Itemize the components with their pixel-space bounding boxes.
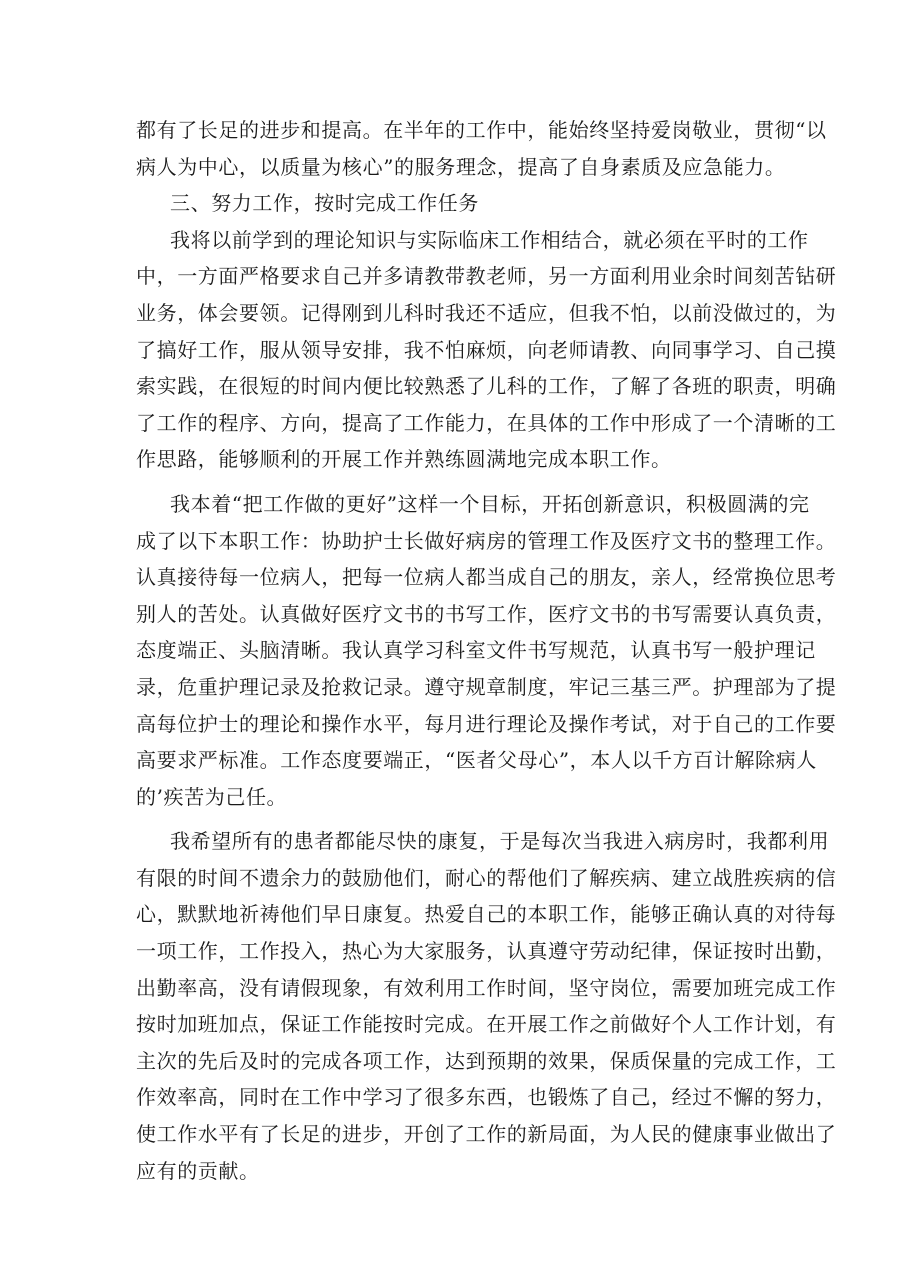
- section-heading: [136, 185, 770, 222]
- text-line: 都有了长足的进步和提高。在半年的工作中，能始终坚持爱岗敬业，贯彻“以: [136, 118, 827, 142]
- paragraph-continuation: [136, 112, 827, 185]
- text-line: 心，默默地祈祷他们早日康复。热爱自己的本职工作，能够正确认真的对待每: [136, 902, 837, 927]
- text-line: 业务，体会要领。记得刚到儿科时我还不适应，但我不怕，以前没做过的，为: [136, 300, 837, 325]
- text-line: 按时加班加点，保证工作能按时完成。在开展工作之前做好个人工作计划，有: [136, 1012, 837, 1037]
- text-line: 我本着“把工作做的更好”这样一个目标，开拓创新意识，积极圆满的完: [170, 491, 810, 516]
- text-line: 别人的苦处。认真做好医疗文书的书写工作，医疗文书的书写需要认真负责，: [136, 601, 837, 626]
- text-line: 一项工作，工作投入，热心为大家服务，认真遵守劳动纪律，保证按时出勤，: [136, 939, 837, 964]
- text-line: 高要求严标准。工作态度要端正，“医者父母心”，本人以千方百计解除病人: [136, 748, 817, 773]
- document-page: [136, 112, 837, 1189]
- text-line: 成了以下本职工作：协助护士长做好病房的管理工作及医疗文书的整理工作。: [136, 528, 837, 553]
- text-line: 作效率高，同时在工作中学习了很多东西，也锻炼了自己，经过不懈的努力，: [136, 1085, 837, 1110]
- text-line: 病人为中心，以质量为核心”的服务理念，提高了自身素质及应急能力。: [136, 154, 786, 179]
- paragraph: [136, 486, 837, 815]
- text-line: 态度端正、头脑清晰。我认真学习科室文件书写规范，认真书写一般护理记: [136, 638, 816, 663]
- paragraph: [136, 222, 837, 478]
- text-line: 我将以前学到的理论知识与实际临床工作相结合，就必须在平时的工作: [170, 227, 809, 252]
- text-line: 应有的贡献。: [136, 1158, 260, 1183]
- text-line: 主次的先后及时的完成各项工作，达到预期的效果，保质保量的完成工作，工: [136, 1048, 837, 1073]
- heading-line: 三、努力工作，按时完成工作任务: [170, 191, 479, 216]
- text-line: 中，一方面严格要求自己并多请教带教老师，另一方面利用业余时间刻苦钻研: [136, 264, 837, 289]
- text-line: 录，危重护理记录及抢救记录。遵守规章制度，牢记三基三严。护理部为了提: [136, 674, 837, 699]
- text-line: 了工作的程序、方向，提高了工作能力，在具体的工作中形成了一个清晰的工: [136, 410, 837, 435]
- text-line: 认真接待每一位病人，把每一位病人都当成自己的朋友，亲人，经常换位思考: [136, 565, 837, 590]
- paragraph: [136, 823, 837, 1189]
- text-line: 出勤率高，没有请假现象，有效利用工作时间，坚守岗位，需要加班完成工作: [136, 975, 837, 1000]
- text-line: 使工作水平有了长足的进步，开创了工作的新局面，为人民的健康事业做出了: [136, 1122, 837, 1147]
- text-line: 了搞好工作，服从领导安排，我不怕麻烦，向老师请教、向同事学习、自己摸: [136, 337, 837, 362]
- text-line: 我希望所有的患者都能尽快的康复，于是每次当我进入病房时，我都利用: [170, 829, 830, 854]
- text-line: 有限的时间不遗余力的鼓励他们，耐心的帮他们了解疾病、建立战胜疾病的信: [136, 865, 837, 890]
- text-line: 的’疾苦为己任。: [136, 784, 288, 809]
- text-line: 索实践，在很短的时间内便比较熟悉了儿科的工作，了解了各班的职责，明确: [136, 374, 837, 399]
- text-line: 作思路，能够顺利的开展工作并熟练圆满地完成本职工作。: [136, 447, 672, 472]
- text-line: 高每位护士的理论和操作水平，每月进行理论及操作考试，对于自己的工作要: [136, 711, 837, 736]
